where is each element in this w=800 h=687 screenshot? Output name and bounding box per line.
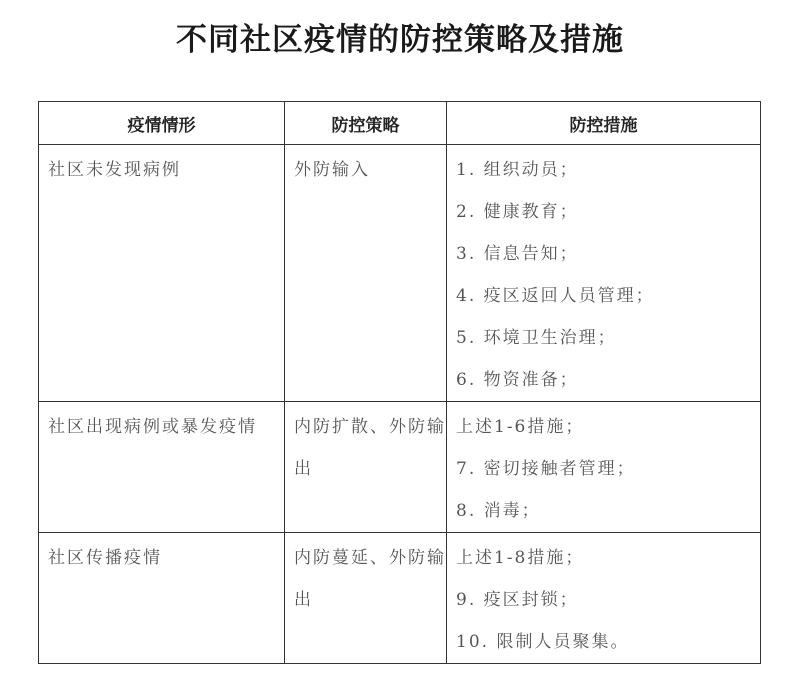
situation-cell: [39, 533, 285, 664]
measures-cell: [447, 145, 761, 402]
measure-item: 6. 物资准备；: [456, 370, 579, 390]
situation-text: 社区出现病例或暴发疫情: [48, 417, 257, 437]
situation-cell: [39, 145, 285, 402]
measure-item: 1. 组织动员；: [456, 160, 579, 180]
measure-item: 上述1-6措施；: [456, 417, 585, 437]
measure-list: [456, 537, 760, 663]
strategy-cell: [285, 145, 447, 402]
measures-cell: [447, 533, 761, 664]
strategy-text: 内防扩散、外防输出: [294, 417, 446, 479]
strategy-text: 内防蔓延、外防输出: [294, 548, 446, 610]
measure-item: 上述1-8措施；: [456, 548, 585, 568]
measure-item: 8. 消毒；: [456, 501, 541, 521]
strategy-cell: [285, 402, 447, 533]
measure-list: [456, 406, 760, 532]
header-situation: 疫情情形: [39, 102, 285, 145]
measure-item: 5. 环境卫生治理；: [456, 328, 617, 348]
table-row: [39, 145, 761, 402]
measure-item: 4. 疫区返回人员管理；: [456, 286, 655, 306]
measures-cell: [447, 402, 761, 533]
table-row: [39, 402, 761, 533]
strategy-text: 外防输入: [294, 160, 370, 180]
situation-cell: [39, 402, 285, 533]
measure-item: 7. 密切接触者管理；: [456, 459, 636, 479]
measure-item: 2. 健康教育；: [456, 202, 579, 222]
measure-item: 10. 限制人员聚集。: [456, 632, 630, 652]
table-body: [39, 145, 761, 664]
situation-text: 社区传播疫情: [48, 548, 162, 568]
measure-item: 9. 疫区封锁；: [456, 590, 579, 610]
measure-list: [456, 149, 760, 401]
header-strategy: 防控策略: [285, 102, 447, 145]
measure-item: 3. 信息告知；: [456, 244, 579, 264]
header-measures: 防控措施: [447, 102, 761, 145]
header-row: [39, 102, 761, 145]
strategy-cell: [285, 533, 447, 664]
page-title: 不同社区疫情的防控策略及措施: [176, 22, 624, 58]
table-row: [39, 533, 761, 664]
prevention-measures-table: [38, 101, 761, 664]
situation-text: 社区未发现病例: [48, 160, 181, 180]
table-header: [39, 102, 761, 145]
